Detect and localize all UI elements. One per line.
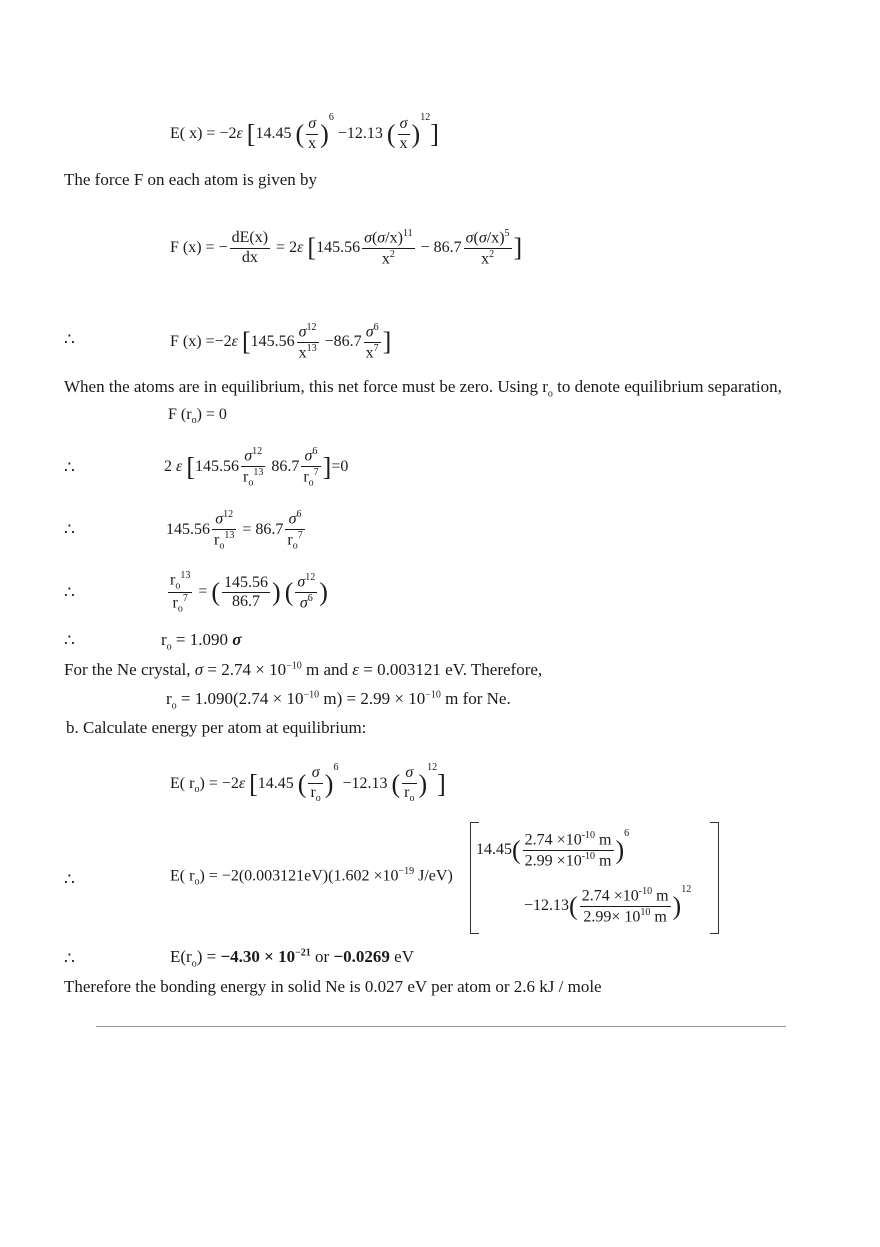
therefore-symbol: ∴ (64, 949, 75, 968)
paragraph-conclusion: Therefore the bonding energy in solid Ne is 0.027 eV per atom or 2.6 kJ / mole (64, 977, 602, 996)
fraction-dE-dx: $\frac{dE(x)}{dx}$ (231, 229, 269, 266)
equation-force-derivative: F (x) = − $\frac{dE(x)}{dx}$ = 2ε [145.56 $\frac{\sigma(\sigma/x)^{11}}{x^2}$ − 86.7 $\frac{\sigma(\sigma/x)^5}{x^2}$ ] (170, 228, 523, 268)
therefore-symbol: ∴ (64, 520, 75, 539)
fraction-term-1: $\frac{\sigma(\sigma/x)^{11}}{x^2}$ (364, 228, 413, 268)
horizontal-divider (96, 1026, 786, 1027)
fraction-sigma12-r13: $\frac{\sigma^{12}}{r_o^{13}}$ (242, 446, 264, 489)
paragraph-r0-value: $r_o = 1.090(2.74 \times 10^{-10}$ $m) = 2.99 \times 10^{-10}$ m for Ne. (166, 689, 511, 712)
equation-energy-bracket (470, 822, 720, 934)
fraction-sigma12-x13: $\frac{\sigma^{12}}{x^{13}}$ (298, 322, 317, 362)
fraction-coefficients: $\frac{145.56}{86.7}$ (224, 573, 269, 611)
paragraph-equilibrium: When the atoms are in equilibrium, this net force must be zero. Using $r_o$ to denote equilibrium separation, (64, 377, 782, 400)
bracket-term-2: −12.13( $\frac{2.74 \times 10^{-10} m}{2.99\times 10^{10} m}$ )$^{12}$ (524, 884, 692, 926)
fraction-sigma6-x7: $\frac{\sigma^6}{x^7}$ (365, 322, 379, 362)
paragraph-ne-constants: For the Ne crystal, $\sigma = 2.74 \times 10^{-10}$ m and ε = 0.003121 eV. Therefore, (64, 660, 543, 679)
fraction-sigma6-r7: $\frac{\sigma^6}{r_o^7}$ (287, 509, 303, 552)
fraction-sigma-r: $\frac{\sigma}{r_o}$ (310, 764, 321, 804)
fraction-numeric-1: $\frac{2.74 \times 10^{-10} m}{2.99 \times 10^{-10} m}$ (524, 830, 612, 870)
equation-equilibrium-condition: 2 ε [145.56 $\frac{\sigma^{12}}{r_o^{13}}$ 86.7 $\frac{\sigma^6}{r_o^7}$ ]=0 (164, 446, 349, 489)
fraction-sigma12-sigma6: $\frac{\sigma^{12}}{\sigma^6}$ (297, 572, 316, 612)
equation-force: F (x) =−2ε [145.56 $\frac{\sigma^{12}}{x^{13}}$ −86.7 $\frac{\sigma^6}{x^7}$ ] (170, 322, 392, 362)
equation-force-zero: F $(r_o) = 0$ (168, 406, 227, 427)
paragraph-force-intro: The force F on each atom is given by (64, 170, 318, 189)
equation-energy-substituted: E( $r_o) = -2(0.003121eV)(1.602 \times 10^{-19}$ J/eV) (170, 866, 453, 888)
equation-energy-equilibrium: E( $r_o) = -2\varepsilon$ [14.45 ( $\frac{\sigma}{r_o}$ )$^6$ −12.13 ( $\frac{\sigma}{r_o}$ )$^{12}$] (170, 762, 446, 804)
equation-balance: 145.56 $\frac{\sigma^{12}}{r_o^{13}}$ = 86.7 $\frac{\sigma^6}{r_o^7}$ (166, 509, 303, 552)
fraction-sigma6-r7: $\frac{\sigma^6}{r_o^7}$ (303, 446, 319, 489)
bracket-term-1: 14.45( $\frac{2.74 \times 10^{-10} m}{2.99 \times 10^{-10} m}$ )$^6$ (476, 828, 630, 870)
equation-ratio: $\frac{r_o^{13}}{r_o^7}$ = ( $\frac{145.56}{86.7}$ ) ( $\frac{\sigma^{12}}{\sigma^6}$ ) (170, 570, 328, 615)
fraction-sigma12-r13: $\frac{\sigma^{12}}{r_o^{13}}$ (214, 509, 235, 552)
fraction-r13-r7: $\frac{r_o^{13}}{r_o^7}$ (170, 570, 191, 615)
fraction-numeric-2: $\frac{2.74 \times 10^{-10} m}{2.99\times 10^{10} m}$ (581, 886, 669, 926)
therefore-symbol: ∴ (64, 458, 75, 477)
section-heading-b: b. Calculate energy per atom at equilibrium: (66, 718, 367, 737)
fraction-sigma-r: $\frac{\sigma}{r_o}$ (404, 764, 415, 804)
therefore-symbol: ∴ (64, 330, 75, 349)
bracket-close: ] (430, 119, 439, 149)
fraction-sigma-x: $\frac{\sigma}{x}$ (308, 115, 317, 152)
equation-r0-result: $r_o = 1.090$ σ (161, 630, 242, 653)
equation-energy: E( x) = −2ε [14.45 ( $\frac{\sigma}{x}$ )$^6$ −12.13 ( $\frac{\sigma}{x}$ )$^{12}$] (170, 112, 439, 152)
fraction-term-2: $\frac{\sigma(\sigma/x)^5}{x^2}$ (465, 228, 510, 268)
bracket-open: [ (246, 119, 256, 149)
equation-energy-result: $E(r_o) = -4.30 \times 10^{-21}$ or −0.0269 eV (170, 947, 414, 970)
therefore-symbol: ∴ (64, 583, 75, 602)
fraction-sigma-x: $\frac{\sigma}{x}$ (399, 115, 408, 152)
bracket-right (710, 822, 719, 934)
therefore-symbol: ∴ (64, 870, 75, 889)
therefore-symbol: ∴ (64, 631, 75, 650)
